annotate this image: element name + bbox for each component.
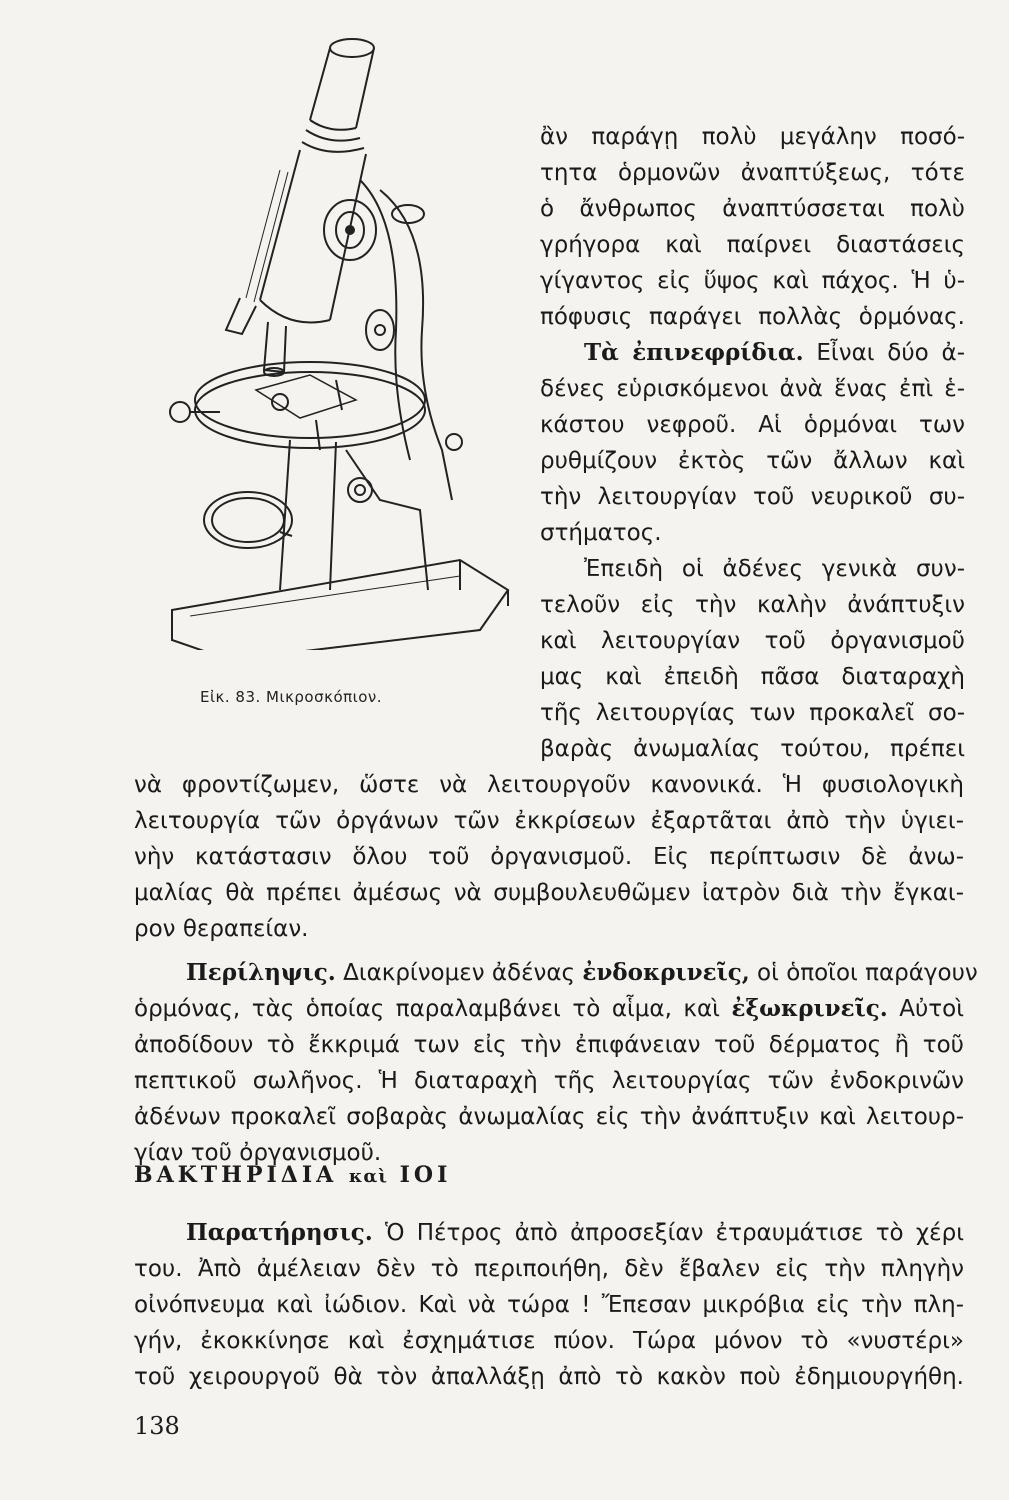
text-line: ρυθμίζουν ἐκτὸς τῶν ἄλλων καὶ <box>540 448 965 474</box>
text-run: οἱ ὁποῖοι παράγουν <box>749 960 978 986</box>
term-endocrine: ἐνδοκρινεῖς, <box>582 959 750 986</box>
text-line: ρον θεραπείαν. <box>134 916 309 942</box>
text-run: Ὁ Πέτρος ἀπὸ ἀπροσεξίαν ἐτραυμάτισε τὸ χέρι <box>372 1220 964 1246</box>
text-line: μαλίας θὰ πρέπει ἀμέσως νὰ συμβουλευθῶμεν ἰατρὸν διὰ τὴν ἔγκαι- <box>134 880 964 906</box>
text-run: Αὐτοὶ <box>887 996 965 1022</box>
section-heading <box>134 1162 451 1188</box>
text-line: κάστου νεφροῦ. Αἱ ὁρμόναι των <box>540 412 965 438</box>
text-line <box>540 338 965 368</box>
text-line: τοῦ χειρουργοῦ θὰ τὸν ἀπαλλάξῃ ἀπὸ τὸ κακὸν ποὺ ἐδημιουργήθη. <box>134 1364 964 1390</box>
base <box>172 560 508 650</box>
text-line: νὰ φροντίζωμεν, ὥστε νὰ λειτουργοῦν κανονικά. Ἡ φυσιολογικὴ <box>134 772 964 798</box>
text-line: τῆς λειτουργίας των προκαλεῖ σο- <box>540 700 965 726</box>
eyepiece <box>302 39 374 152</box>
text-line: μας καὶ ἐπειδὴ πᾶσα διαταραχὴ <box>540 664 965 690</box>
text-line: πεπτικοῦ σωλῆνος. Ἡ διαταραχὴ τῆς λειτουργίας τῶν ἐνδοκρινῶν <box>134 1068 964 1094</box>
pillar <box>280 440 428 590</box>
heading-conj: καὶ <box>348 1166 388 1187</box>
text-line: καὶ λειτουργίαν τοῦ ὀργανισμοῦ <box>540 628 965 654</box>
text-line: ἀποδίδουν τὸ ἔκκριμά των εἰς τὴν ἐπιφάνειαν τοῦ δέρματος ἢ τοῦ <box>134 1032 964 1058</box>
microscope-illustration <box>160 30 540 650</box>
text-run: Διακρίνομεν ἀδένας <box>335 960 583 986</box>
text-line <box>134 1218 964 1248</box>
summary-label: Περίληψις. <box>186 959 336 986</box>
heading-main: ΒΑΚΤΗΡΙΔΙΑ <box>134 1162 338 1188</box>
text-line: οἰνόπνευμα καὶ ἰώδιον. Καὶ νὰ τώρα ! Ἔπεσαν μικρόβια εἰς τὴν πλη- <box>134 1292 964 1318</box>
page-number: 138 <box>134 1412 180 1440</box>
text-line: στήματος. <box>540 520 662 546</box>
text-line: ἀδένων προκαλεῖ σοβαρὰς ἀνωμαλίας εἰς τὴν ἀνάπτυξιν καὶ λειτουρ- <box>134 1104 964 1130</box>
text-line: πόφυσις παράγει πολλὰς ὁρμόνας. <box>540 304 965 330</box>
text-line: γίγαντος εἰς ὕψος καὶ πάχος. Ἡ ὑ- <box>540 268 965 294</box>
text-line: τητα ὁρμονῶν ἀναπτύξεως, τότε <box>540 160 965 186</box>
text-line: τελοῦν εἰς τὴν καλὴν ἀνάπτυξιν <box>540 592 965 618</box>
heading-tail: ΙΟΙ <box>399 1162 452 1188</box>
text-line: γρήγορα καὶ παίρνει διαστάσεις <box>540 232 965 258</box>
text-line: Ἐπειδὴ οἱ ἀδένες γενικὰ συν- <box>584 556 965 582</box>
text-line: γίαν τοῦ ὀργανισμοῦ. <box>134 1140 382 1166</box>
stage <box>170 362 462 450</box>
text-line: δένες εὑρισκόμενοι ἀνὰ ἕνας ἐπὶ ἑ- <box>540 376 965 402</box>
text-line: ὁ ἄνθρωπος ἀναπτύσσεται πολὺ <box>540 196 965 222</box>
text-line: λειτουργία τῶν ὀργάνων τῶν ἐκκρίσεων ἐξαρτᾶται ἀπὸ τὴν ὑγιει- <box>134 808 964 834</box>
term-exocrine: ἐξωκρινεῖς. <box>731 995 888 1022</box>
text-line: ἂν παράγῃ πολὺ μεγάλην ποσό- <box>540 124 965 150</box>
figure-caption: Εἰκ. 83. Μικροσκόπιον. <box>200 688 383 706</box>
mirror <box>204 492 292 548</box>
text-line <box>134 994 964 1024</box>
observation-label: Παρατήρησις. <box>186 1219 373 1246</box>
subsection-title-adrenals: Τὰ ἐπινεφρίδια. <box>584 339 804 366</box>
text-run: Εἶναι δύο ἀ- <box>803 340 966 366</box>
text-line: βαρὰς ἀνωμαλίας τούτου, πρέπει <box>540 736 965 762</box>
text-line: γήν, ἐκοκκίνησε καὶ ἐσχημάτισε πύον. Τώρα μόνον τὸ «νυστέρι» <box>134 1328 964 1354</box>
arm <box>360 180 452 500</box>
text-line <box>134 958 978 988</box>
text-run: ὁρμόνας, τὰς ὁποίας παραλαμβάνει τὸ αἷμα, καὶ <box>134 996 732 1022</box>
body-tube <box>246 150 366 323</box>
text-line: του. Ἀπὸ ἀμέλειαν δὲν τὸ περιποιήθη, δὲν ἔβαλεν εἰς τὴν πληγὴν <box>134 1256 964 1282</box>
text-line: τὴν λειτουργίαν τοῦ νευρικοῦ συ- <box>540 484 965 510</box>
text-line: νὴν κατάστασιν ὅλου τοῦ ὀργανισμοῦ. Εἰς περίπτωσιν δὲ ἀνω- <box>134 844 964 870</box>
